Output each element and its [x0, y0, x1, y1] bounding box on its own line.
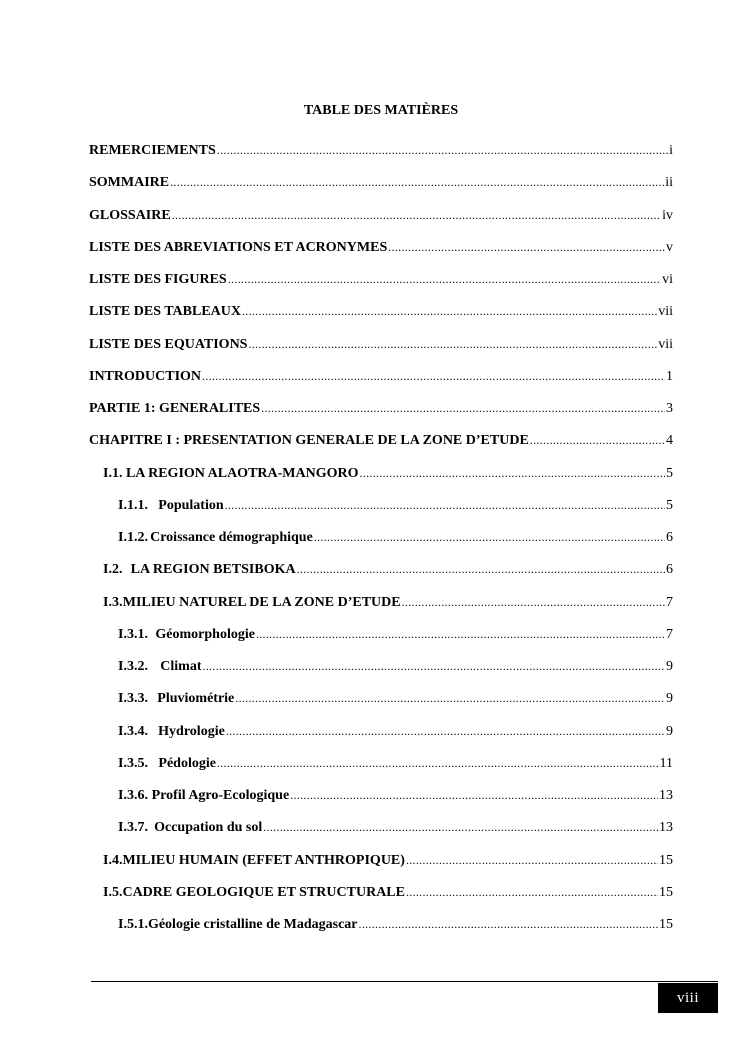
dot-leader: [256, 627, 665, 642]
dot-leader: [170, 175, 664, 190]
toc-entry-page: 4: [666, 433, 673, 449]
toc-entry-title: CADRE GEOLOGIQUE ET STRUCTURALE: [122, 884, 405, 900]
dot-leader: [225, 498, 665, 513]
toc-entry-number: I.3.7.: [118, 820, 148, 836]
toc-entry-title: Géomorphologie: [155, 626, 255, 642]
dot-leader: [248, 337, 657, 352]
toc-entry-title: PARTIE 1: GENERALITES: [89, 401, 261, 416]
toc-entry[interactable]: [89, 240, 673, 272]
toc-entry-page: 13: [659, 820, 673, 836]
toc-entry-page: 9: [666, 691, 673, 707]
toc-entry-title: MILIEU HUMAIN (EFFET ANTHROPIQUE): [122, 852, 405, 868]
toc-entry-title: GLOSSAIRE: [89, 207, 171, 223]
toc-entry[interactable]: [89, 724, 673, 756]
toc-entry[interactable]: [89, 401, 673, 433]
dot-leader: [217, 143, 668, 158]
toc-entry-number: I.4.: [103, 852, 123, 868]
toc-entry-title: LISTE DES EQUATIONS: [89, 336, 248, 352]
toc-entry-title: Occupation du sol: [154, 820, 263, 836]
toc-entry-title: LA REGION BETSIBOKA: [130, 562, 296, 578]
dot-leader: [203, 659, 665, 674]
toc-entry[interactable]: [89, 917, 673, 949]
dot-leader: [172, 208, 661, 223]
toc-entry-page: vii: [658, 336, 673, 352]
dot-leader: [290, 788, 658, 803]
toc-entry-number: I.3.3.: [118, 691, 148, 707]
dot-leader: [217, 756, 659, 771]
toc-entry-title: LISTE DES ABREVIATIONS ET ACRONYMES: [89, 239, 388, 255]
toc-entry[interactable]: [89, 562, 673, 594]
toc-entry-page: vii: [658, 304, 673, 320]
toc-entry[interactable]: [89, 691, 673, 723]
toc-entry-page: 9: [666, 659, 673, 674]
toc-entry[interactable]: [89, 756, 673, 788]
toc-entry-title: MILIEU NATUREL DE LA ZONE D’ETUDE: [122, 594, 401, 610]
toc-entry-title: Pédologie: [158, 755, 216, 771]
toc-entry-page: i: [669, 143, 673, 158]
toc-entry-number: I.3.5.: [118, 755, 148, 771]
toc-entry-page: vi: [662, 272, 673, 287]
page-title: TABLE DES MATIÈRES: [303, 103, 459, 118]
toc-entry[interactable]: [89, 820, 673, 852]
toc-entry-page: v: [666, 239, 673, 255]
toc-entry-page: 11: [659, 755, 673, 771]
toc-entry-page: 13: [659, 788, 673, 803]
toc-entry[interactable]: [89, 885, 673, 917]
toc-entry-page: 7: [666, 626, 673, 642]
toc-entry-title: INTRODUCTION: [89, 368, 202, 384]
dot-leader: [406, 853, 658, 868]
toc-entry-number: I.5.: [103, 884, 123, 900]
toc-entry[interactable]: [89, 659, 673, 691]
dot-leader: [242, 304, 657, 319]
toc-entry-title: Croissance démographique: [150, 530, 313, 545]
toc-entry-page: 15: [659, 917, 673, 932]
dot-leader: [406, 885, 658, 900]
toc-entry-title: LISTE DES FIGURES: [89, 272, 227, 287]
toc-entry-title: Climat: [160, 659, 202, 674]
toc-entry-number: I.3.4.: [118, 723, 148, 739]
dot-leader: [530, 433, 665, 448]
toc-entry-page: 6: [666, 562, 673, 578]
toc-entry[interactable]: [89, 788, 673, 820]
toc-entry[interactable]: [89, 304, 673, 336]
toc-entry-number: I.1.1.: [118, 497, 148, 513]
toc-entry[interactable]: [89, 208, 673, 240]
toc-entry-title: Population: [158, 497, 224, 513]
dot-leader: [226, 724, 665, 739]
dot-leader: [359, 917, 658, 932]
toc-entry[interactable]: [89, 627, 673, 659]
toc-entry-page: ii: [665, 175, 673, 191]
dot-leader: [261, 401, 665, 416]
toc-entry-page: 7: [666, 594, 673, 610]
toc-entry-number: I.3.: [103, 594, 123, 610]
toc-entry-page: iv: [662, 207, 673, 223]
toc-entry-number: I.3.2.: [118, 659, 148, 674]
toc-entry-number: I.2.: [103, 562, 123, 578]
toc-entry-number: I.1.: [103, 465, 123, 481]
toc-entry[interactable]: [89, 369, 673, 401]
toc-entry[interactable]: [89, 498, 673, 530]
toc-entry-page: 9: [666, 723, 673, 739]
toc-entry-title: REMERCIEMENTS: [89, 143, 216, 158]
toc-entry[interactable]: [89, 433, 673, 465]
dot-leader: [314, 530, 665, 545]
toc-entry-title: Géologie cristalline de Madagascar: [147, 917, 358, 932]
dot-leader: [402, 595, 665, 610]
toc-entry-title: Pluviométrie: [157, 691, 235, 707]
toc-entry-page: 1: [666, 368, 673, 384]
toc-entry-title: LA REGION ALAOTRA-MANGORO: [125, 465, 359, 481]
toc-entry[interactable]: [89, 143, 673, 175]
footer-divider: [91, 981, 718, 982]
toc-entry-page: 15: [659, 884, 673, 900]
toc-entry-title: LISTE DES TABLEAUX: [89, 304, 241, 320]
toc-entry[interactable]: [89, 466, 673, 498]
toc-entry-page: 6: [666, 530, 673, 545]
toc-entry[interactable]: [89, 337, 673, 369]
toc-entry-page: 3: [666, 401, 673, 416]
dot-leader: [202, 369, 665, 384]
page-number-badge: viii: [658, 983, 718, 1013]
toc-entry-title: Hydrologie: [158, 723, 225, 739]
toc-entry-number: I.3.6.: [118, 788, 148, 803]
toc-entry[interactable]: [89, 853, 673, 885]
toc-entry[interactable]: [89, 530, 673, 562]
table-of-contents: [89, 143, 673, 949]
toc-entry[interactable]: [89, 272, 673, 304]
toc-entry-page: 5: [666, 465, 673, 481]
dot-leader: [297, 562, 665, 577]
toc-entry-title: SOMMAIRE: [89, 175, 170, 191]
dot-leader: [235, 691, 665, 706]
toc-entry-number: I.1.2.: [118, 530, 148, 545]
toc-entry-number: I.3.1.: [118, 626, 148, 642]
toc-entry-title: CHAPITRE I : PRESENTATION GENERALE DE LA ZONE D’ETUDE: [89, 433, 529, 449]
toc-entry-page: 15: [659, 852, 673, 868]
toc-entry[interactable]: [89, 595, 673, 627]
toc-entry-title: Profil Agro-Ecologique: [151, 788, 290, 803]
dot-leader: [388, 240, 665, 255]
toc-entry[interactable]: [89, 175, 673, 207]
toc-entry-page: 5: [666, 497, 673, 513]
dot-leader: [263, 820, 658, 835]
dot-leader: [228, 272, 661, 287]
dot-leader: [360, 466, 665, 481]
toc-entry-number: I.5.1.: [118, 917, 148, 932]
